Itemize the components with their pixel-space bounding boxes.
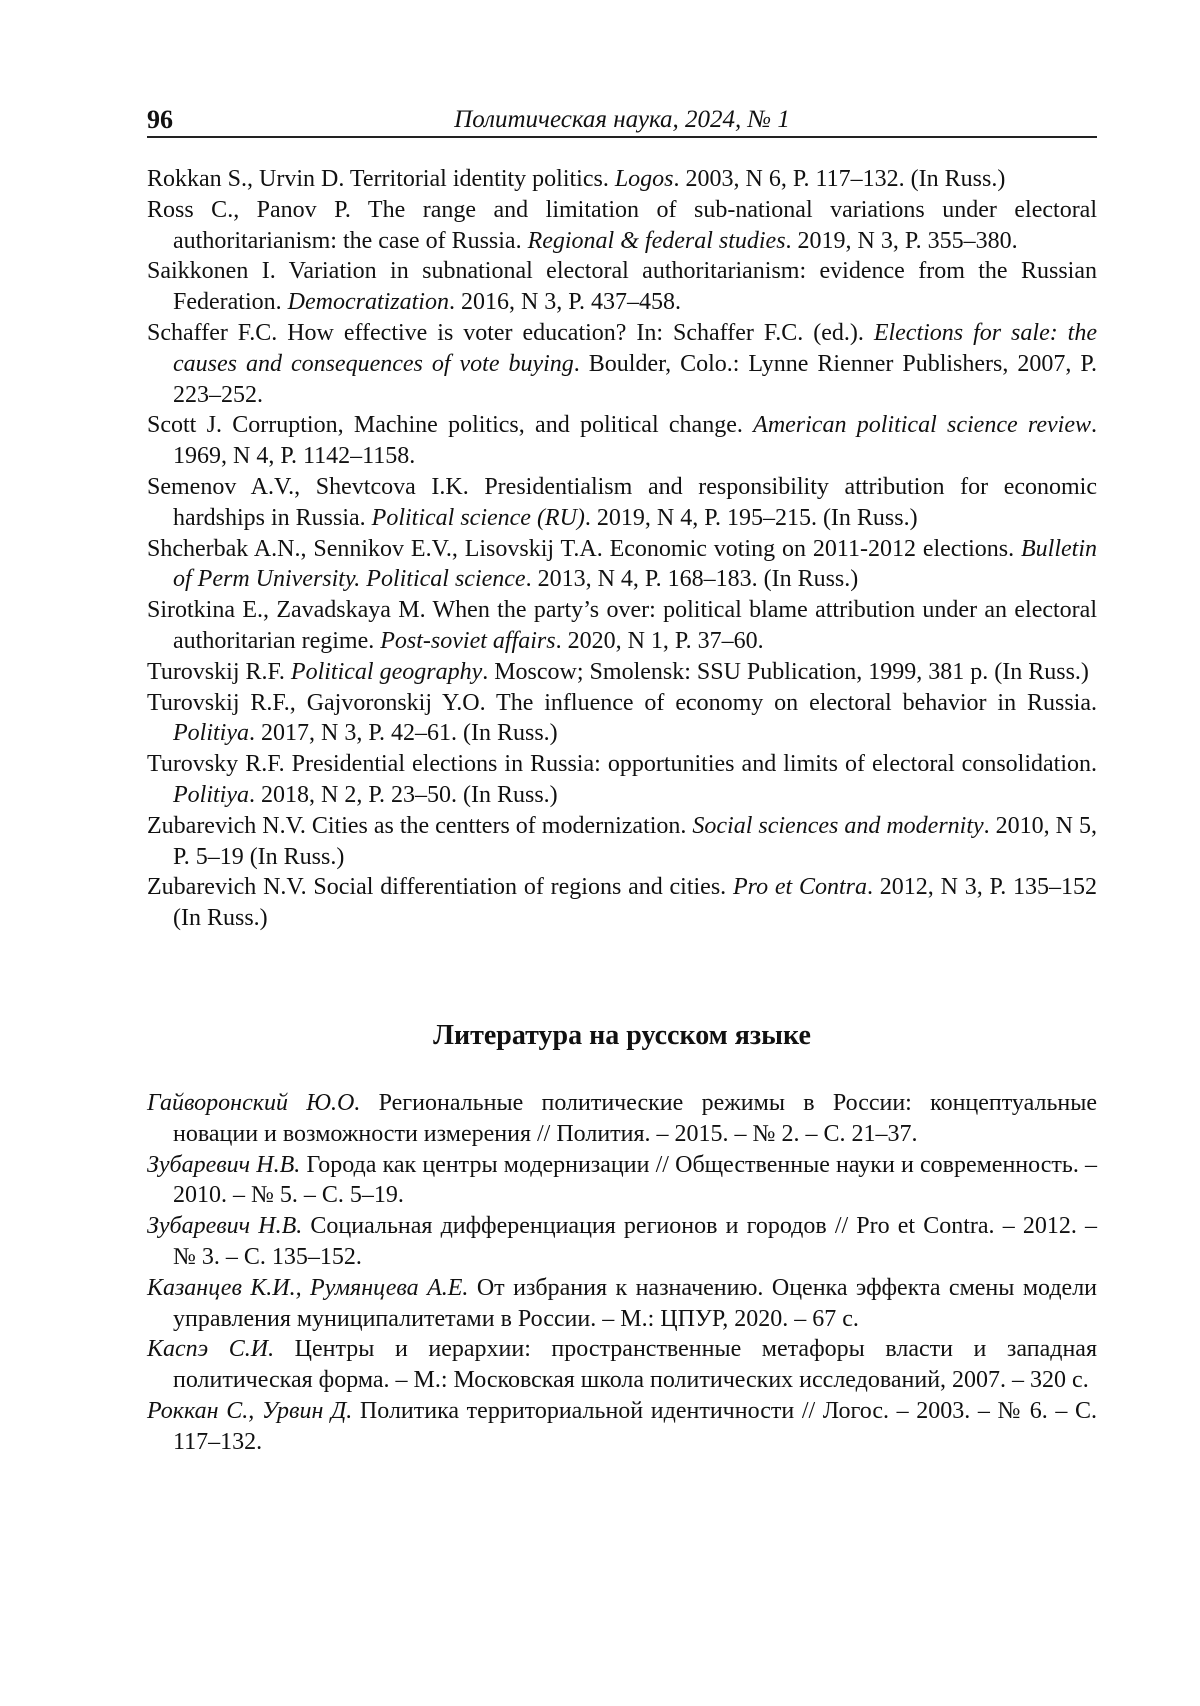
reference-item: Saikkonen I. Variation in subnational electoral authoritarianism: evidence from the Russian Federation. Democratization. 2016, N 3, P. 437–458.: [147, 258, 1097, 316]
reference-item: Роккан С., Урвин Д. Политика территориальной идентичности // Логос. – 2003. – № 6. – С. 117–132.: [147, 1397, 1098, 1455]
reference-item: Казанцев К.И., Румянцева А.Е. От избрания к назначению. Оценка эффекта смены модели управления муниципалитетами в России. – М.: ЦПУР, 2020. – 67 с.: [147, 1274, 1098, 1332]
reference-item: Sirotkina E., Zavadskaya M. When the party’s over: political blame attribution under an electoral authoritarian regime. Post-soviet affairs. 2020, N 1, P. 37–60.: [147, 597, 1097, 654]
reference-item: Schaffer F.C. How effective is voter education? In: Schaffer F.C. (ed.). Elections for sale: the causes and consequences of vote buying. Boulder, Colo.: Lynne Rienner Publishers, 2007, P. 223–252.: [147, 319, 1098, 408]
reference-item: Zubarevich N.V. Social differentiation of regions and cities. Pro et Contra. 2012, N 3, P. 135–152 (In Russ.): [147, 874, 1097, 932]
reference-item: Каспэ С.И. Центры и иерархии: пространственные метафоры власти и западная политическая форма. – М.: Московская школа политических исследований, 2007. – 320 с.: [147, 1336, 1097, 1394]
reference-item: Turovskij R.F. Political geography. Moscow; Smolensk: SSU Publication, 1999, 381 p. (In Russ.): [147, 658, 1089, 685]
reference-item: Turovskij R.F., Gajvoronskij Y.O. The influence of economy on electoral behavior in Russia. Politiya. 2017, N 3, P. 42–61. (In Russ.): [147, 689, 1097, 747]
running-header: [147, 102, 1097, 138]
reference-item: Зубаревич Н.В. Социальная дифференциация регионов и городов // Pro et Contra. – 2012. – № 3. – С. 135–152.: [147, 1213, 1097, 1270]
journal-running-title: Политическая наука, 2024, № 1: [454, 106, 790, 133]
reference-item: Гайворонский Ю.О. Региональные политические режимы в России: концептуальные новации и возможности измерения // Полития. – 2015. – № 2. – С. 21–37.: [147, 1089, 1098, 1147]
page-number: 96: [147, 105, 173, 134]
reference-item: Semenov A.V., Shevtcova I.K. Presidentialism and responsibility attribution for economic hardships in Russia. Political science (RU). 2019, N 4, P. 195–215. (In Russ.): [147, 473, 1097, 531]
reference-list-english: [147, 164, 1097, 934]
page: [147, 102, 1097, 1457]
reference-item: Зубаревич Н.В. Города как центры модернизации // Общественные науки и современность. – 2010. – № 5. – С. 5–19.: [147, 1151, 1097, 1209]
reference-item: Ross C., Panov P. The range and limitation of sub-national variations under electoral authoritarianism: the case of Russia. Regional & federal studies. 2019, N 3, P. 355–380.: [147, 196, 1097, 254]
reference-item: Zubarevich N.V. Cities as the centters of modernization. Social sciences and modernity. 2010, N 5, P. 5–19 (In Russ.): [147, 812, 1098, 870]
reference-list-russian: [147, 1088, 1097, 1458]
reference-item: Scott J. Corruption, Machine politics, and political change. American political science review. 1969, N 4, P. 1142–1158.: [147, 412, 1098, 470]
reference-item: Rokkan S., Urvin D. Territorial identity politics. Logos. 2003, N 6, P. 117–132. (In Russ.): [147, 166, 1006, 192]
reference-item: Shcherbak A.N., Sennikov E.V., Lisovskij T.A. Economic voting on 2011-2012 elections. Bulletin of Perm University. Political science. 2013, N 4, P. 168–183. (In Russ.): [147, 535, 1097, 593]
reference-item: Turovsky R.F. Presidential elections in Russia: opportunities and limits of electoral consolidation. Politiya. 2018, N 2, P. 23–50. (In Russ.): [147, 751, 1097, 808]
section-heading-russian-literature: Литература на русском языке: [433, 1019, 811, 1051]
